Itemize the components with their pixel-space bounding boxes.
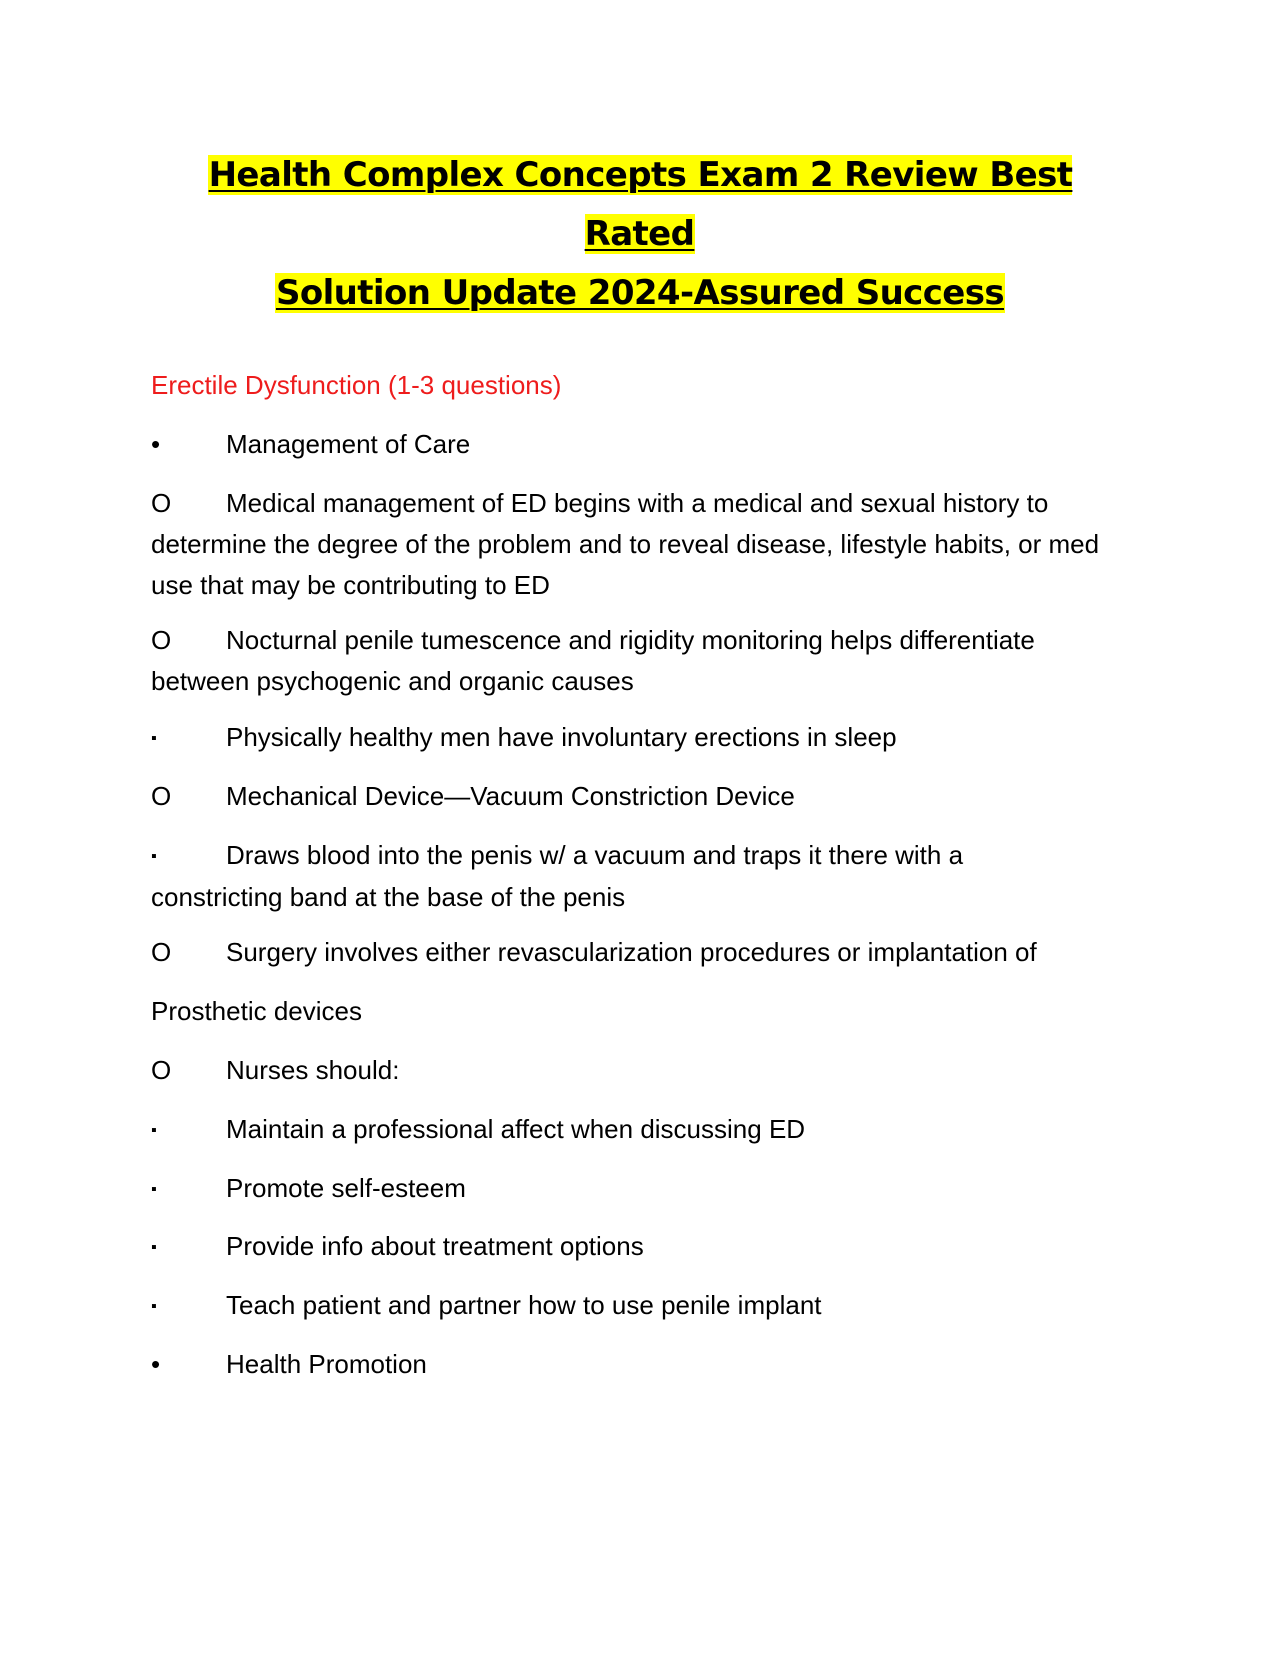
bullet-circle-icon: O (151, 1055, 172, 1085)
list-item-text: Promote self-esteem (226, 1173, 466, 1203)
list-item-text: Mechanical Device—Vacuum Constriction Device (226, 781, 795, 811)
bullet-square-icon: ▪ (151, 1298, 157, 1315)
list-item (151, 1109, 1101, 1151)
list-item (151, 1050, 1101, 1091)
list-item-text: Surgery involves either revascularization procedures or implantation of (226, 937, 1037, 967)
list-item-text: Teach patient and partner how to use penile implant (226, 1290, 822, 1320)
list-item (151, 483, 1101, 606)
list-item-text: Physically healthy men have involuntary erections in sleep (226, 722, 897, 752)
list-item (151, 620, 1101, 702)
bullet-disc-icon: • (151, 429, 161, 459)
list-item (151, 717, 1101, 759)
paragraph-text: Prosthetic devices (151, 996, 362, 1026)
list-item (151, 1168, 1101, 1210)
list-item-text: Provide info about treatment options (226, 1231, 644, 1261)
paragraph (151, 991, 1101, 1032)
bullet-square-icon: ▪ (151, 1181, 157, 1198)
list-item-text: Nurses should: (226, 1055, 400, 1085)
list-item-text: Nocturnal penile tumescence and rigidity monitoring helps differentiate between psychogenic and organic causes (151, 625, 1035, 696)
list-item (151, 1285, 1101, 1327)
bullet-disc-icon: • (151, 1349, 161, 1379)
list-item-text: Maintain a professional affect when discussing ED (226, 1114, 806, 1144)
bullet-square-icon: ▪ (151, 730, 157, 747)
list-item-text: Management of Care (226, 429, 471, 459)
list-item (151, 932, 1101, 973)
list-item-text: Draws blood into the penis w/ a vacuum and traps it there with a constricting band at the base of the penis (151, 840, 964, 912)
title-line-2: Solution Update 2024-Assured Success (275, 273, 1005, 313)
section-heading: Erectile Dysfunction (1-3 questions) (151, 370, 562, 400)
list-item-text: Health Promotion (226, 1349, 427, 1379)
title-line-1: Health Complex Concepts Exam 2 Review Best Rated (208, 155, 1073, 254)
list-item (151, 1344, 1101, 1385)
bullet-square-icon: ▪ (151, 1239, 157, 1256)
document-title (150, 146, 1130, 323)
list-item (151, 835, 1101, 918)
bullet-circle-icon: O (151, 781, 172, 811)
bullet-circle-icon: O (151, 625, 172, 655)
list-item (151, 776, 1101, 817)
list-item (151, 1226, 1101, 1268)
bullet-square-icon: ▪ (151, 848, 157, 865)
bullet-square-icon: ▪ (151, 1122, 157, 1139)
bullet-circle-icon: O (151, 488, 172, 518)
list-item-text: Medical management of ED begins with a medical and sexual history to determine the degree of the problem and to reveal disease, lifestyle habits, or med use that may be contributing to ED (151, 488, 1100, 600)
bullet-circle-icon: O (151, 937, 172, 967)
list-item (151, 424, 1101, 465)
